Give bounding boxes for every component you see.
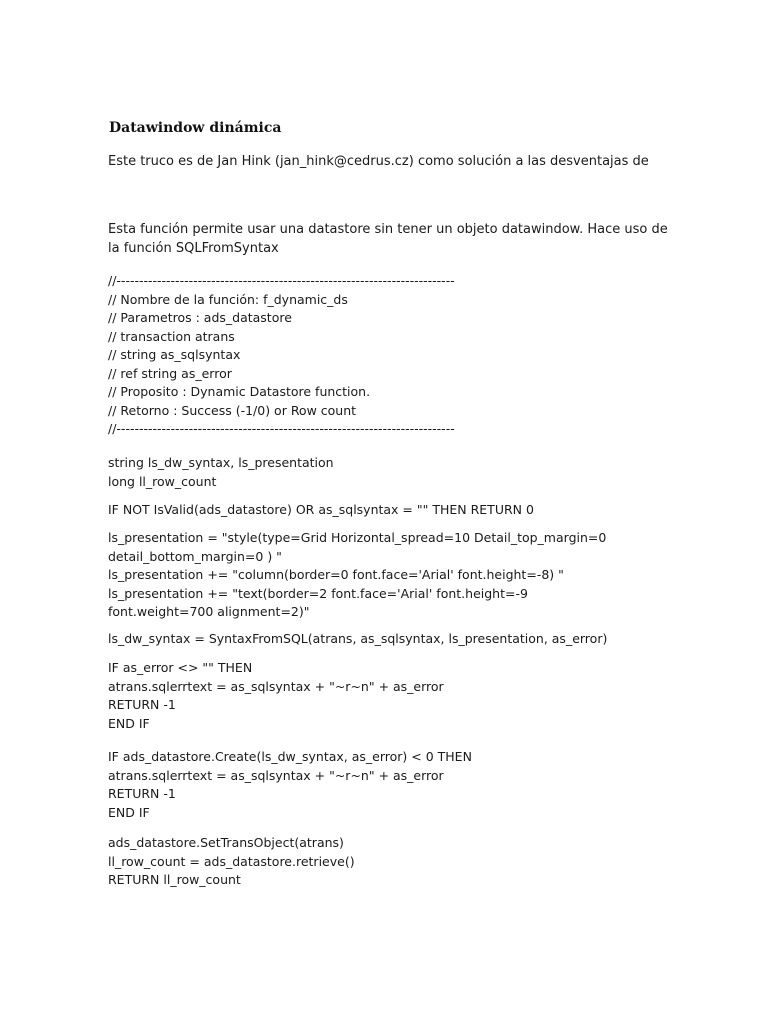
- code-line: RETURN -1: [108, 786, 176, 801]
- syntax-block: [108, 630, 607, 649]
- error-check-block: [108, 659, 444, 733]
- description-paragraph: Esta función permite usar una datastore sin tener un objeto datawindow. Hace uso de la función SQLFromSyntax: [108, 222, 668, 256]
- code-line: END IF: [108, 715, 150, 731]
- validation-block: [108, 501, 534, 520]
- code-line: ads_datastore.SetTransObject(atrans): [108, 835, 344, 850]
- create-block: [108, 748, 472, 822]
- code-line: END IF: [108, 804, 150, 820]
- code-line: RETURN ll_row_count: [108, 872, 241, 887]
- code-line: atrans.sqlerrtext = as_sqlsyntax + "~r~n" + as_error: [108, 678, 444, 694]
- code-line: // string as_sqlsyntax: [108, 347, 241, 362]
- retrieve-block: [108, 834, 355, 890]
- code-line: // transaction atrans: [108, 328, 235, 344]
- code-line: ls_presentation += "text(border=2 font.face='Arial' font.height=-9 font.weight=700 alignment=2)": [108, 585, 532, 619]
- code-line: atrans.sqlerrtext = as_sqlsyntax + "~r~n" + as_error: [108, 767, 444, 783]
- code-line: //---------------------------------------------------------------------------: [108, 421, 455, 436]
- code-line: IF ads_datastore.Create(ls_dw_syntax, as_error) < 0 THEN: [108, 749, 472, 764]
- code-line: ll_row_count = ads_datastore.retrieve(): [108, 853, 355, 869]
- intro-text: Este truco es de Jan Hink (jan_hink@cedrus.cz) como solución a las desventajas de: [108, 154, 649, 169]
- code-line: // ref string as_error: [108, 365, 232, 381]
- header-comment-block: [108, 272, 455, 439]
- code-line: //---------------------------------------------------------------------------: [108, 273, 455, 288]
- code-line: long ll_row_count: [108, 473, 217, 489]
- code-line: ls_presentation += "column(border=0 font.face='Arial' font.height=-8) ": [108, 567, 564, 582]
- code-line: // Retorno : Success (-1/0) or Row count: [108, 402, 357, 418]
- code-line: IF as_error <> "" THEN: [108, 660, 253, 675]
- code-line: ls_dw_syntax = SyntaxFromSQL(atrans, as_sqlsyntax, ls_presentation, as_error): [108, 631, 608, 646]
- document-title: Datawindow dinámica: [109, 120, 282, 136]
- code-line: // Parametros : ads_datastore: [108, 310, 292, 325]
- code-line: ls_presentation = "style(type=Grid Horizontal_spread=10 Detail_top_margin=0 detail_bottom_margin=0 ) ": [108, 530, 611, 564]
- declarations-block: [108, 454, 334, 491]
- code-line: string ls_dw_syntax, ls_presentation: [108, 455, 334, 470]
- code-line: // Nombre de la función: f_dynamic_ds: [108, 291, 348, 307]
- code-line: RETURN -1: [108, 697, 176, 712]
- presentation-block: [108, 529, 628, 622]
- code-line: // Proposito : Dynamic Datastore function.: [108, 384, 371, 399]
- code-line: IF NOT IsValid(ads_datastore) OR as_sqlsyntax = "" THEN RETURN 0: [108, 502, 534, 517]
